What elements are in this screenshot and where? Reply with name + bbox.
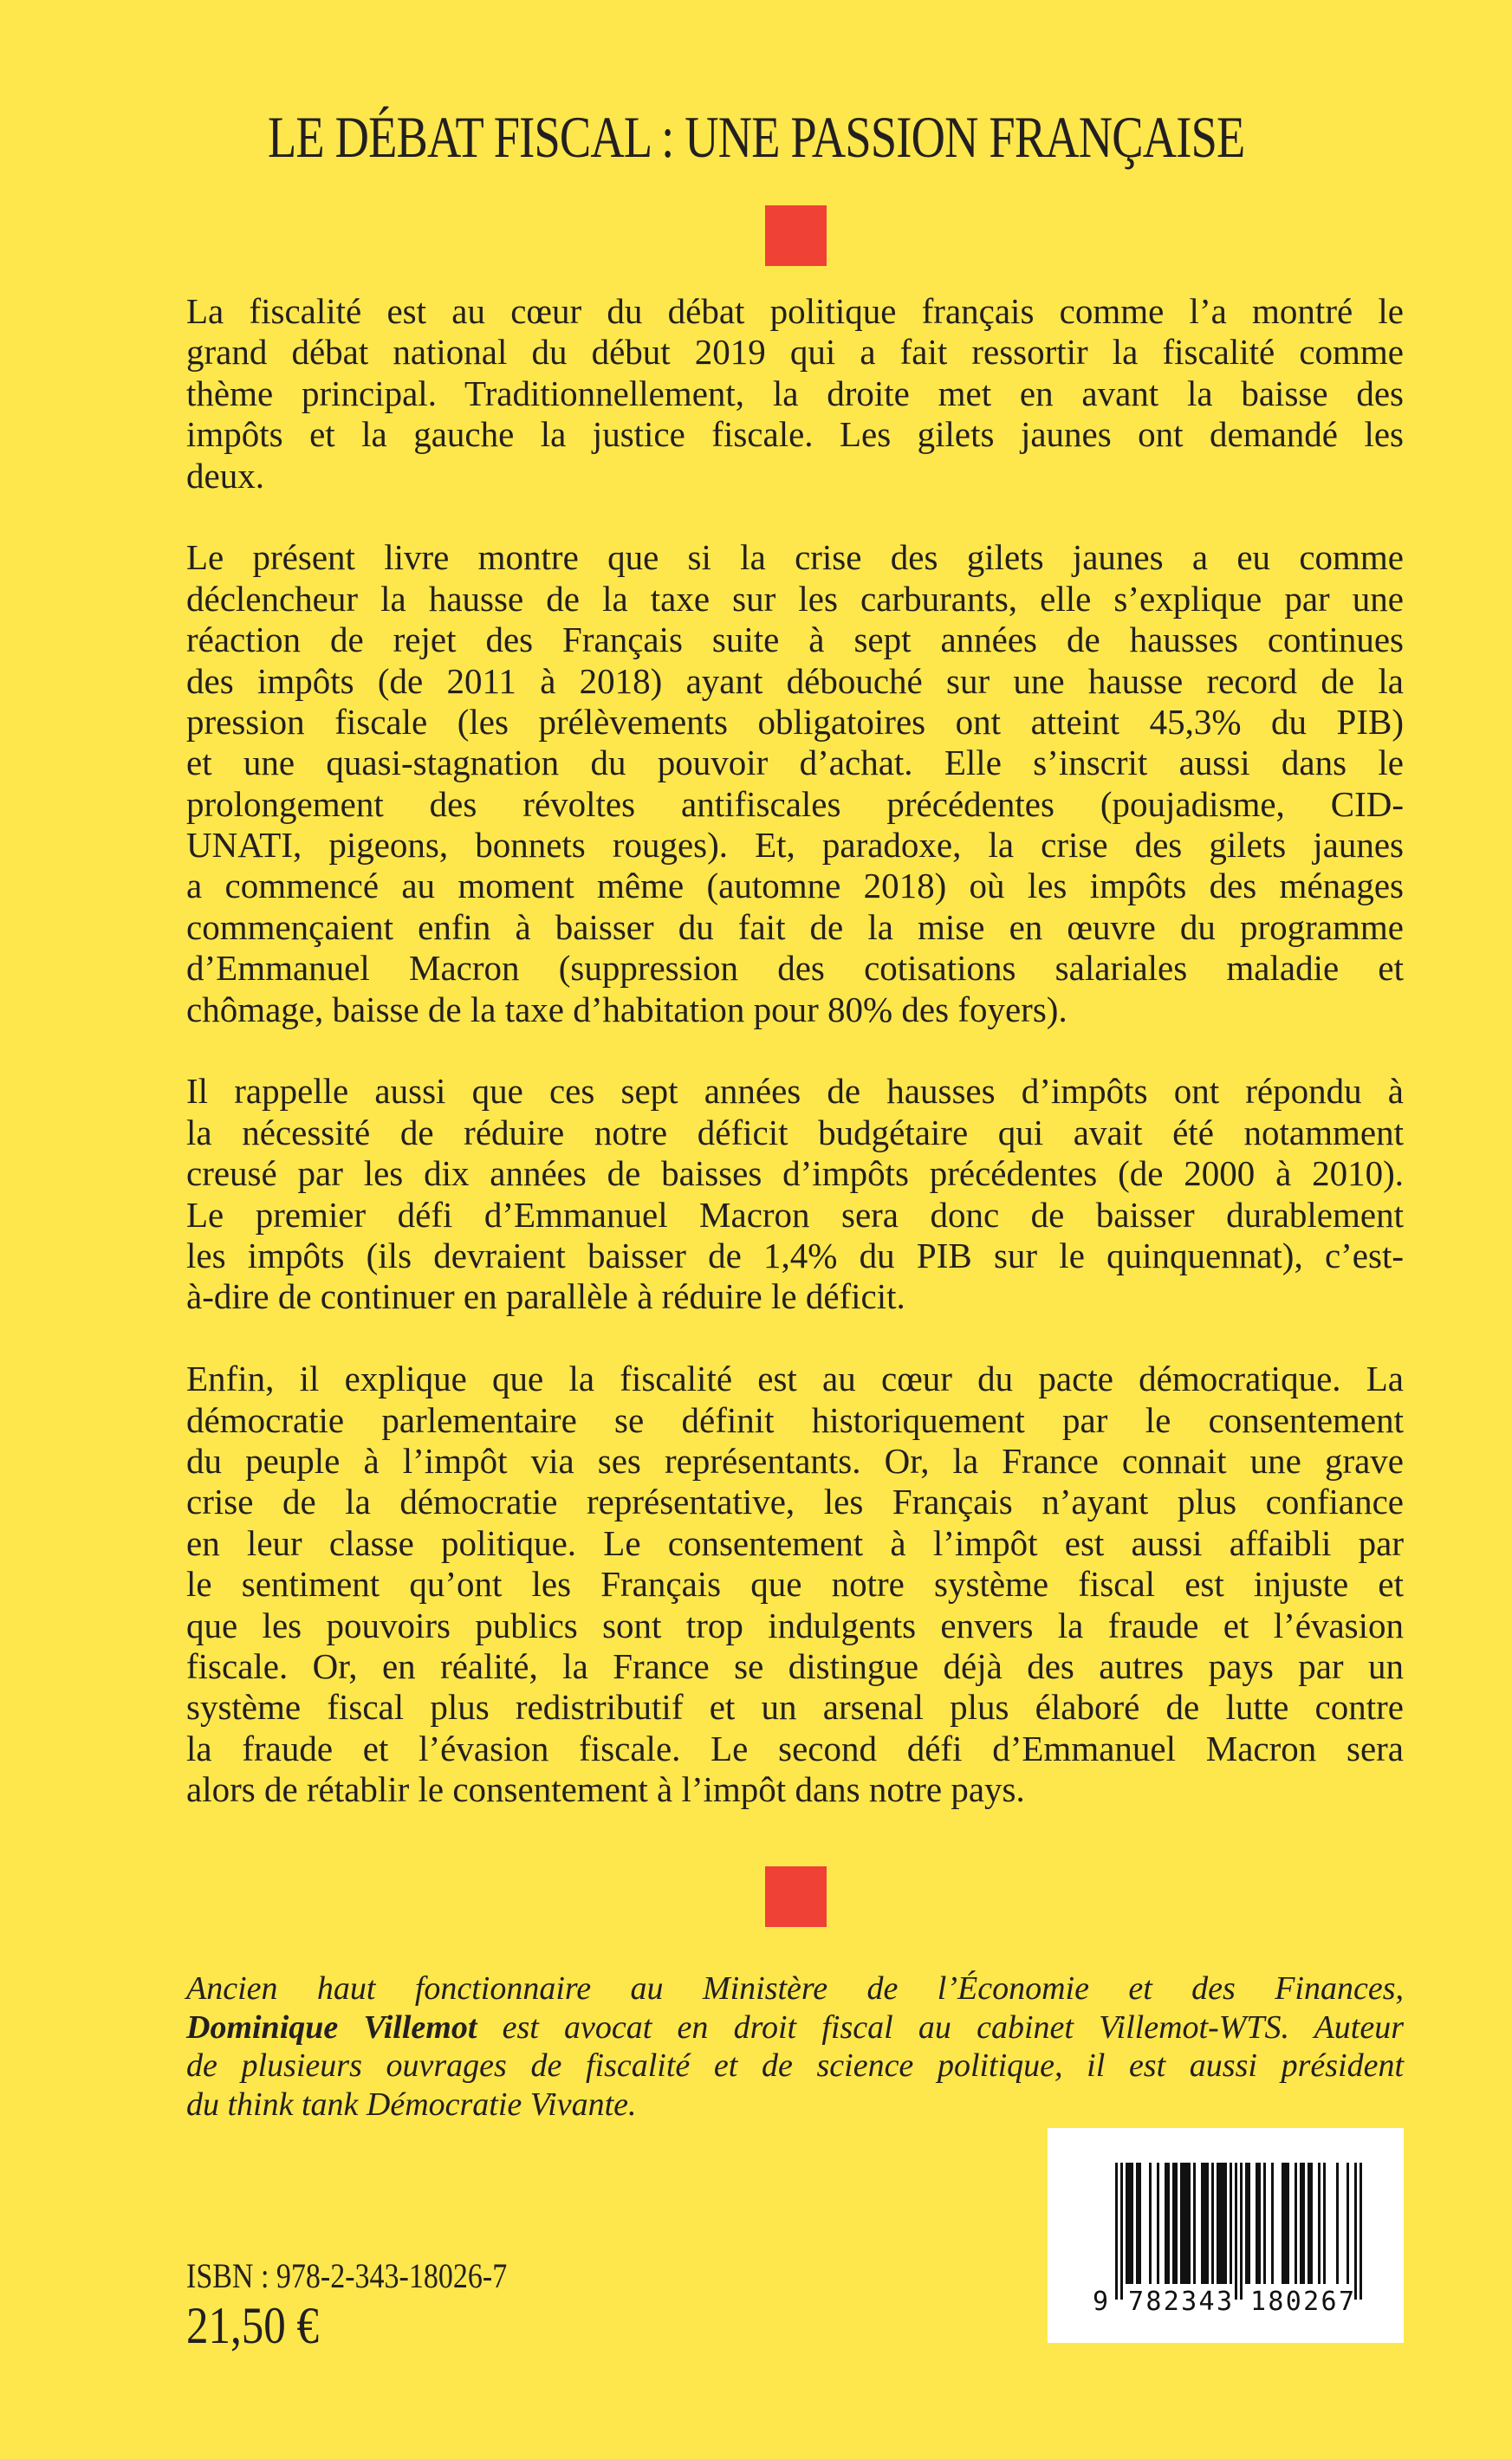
book-title: LE DÉBAT FISCAL : UNE PASSION FRANÇAISE <box>267 104 1245 170</box>
barcode-bar <box>1323 2163 1326 2284</box>
text-line: Le premier défi d’Emmanuel Macron sera donc de baisser durablement <box>186 1194 1404 1235</box>
barcode-bar <box>1165 2163 1167 2284</box>
barcode-bar <box>1300 2163 1302 2284</box>
bio-line: du think tank Démocratie Vivante. <box>186 2086 637 2124</box>
barcode-bar <box>1172 2163 1175 2284</box>
barcode-bar <box>1284 2163 1287 2284</box>
text-line: prolongement des révoltes antifiscales précédentes (poujadisme, CID- <box>186 783 1404 824</box>
text-line: réaction de rejet des Français suite à sept années de hausses continues <box>186 620 1404 660</box>
text-line: crise de la démocratie représentative, les Français n’ayant plus confiance <box>186 1482 1404 1522</box>
barcode-bar <box>1256 2163 1258 2284</box>
barcode-bar <box>1347 2163 1349 2284</box>
text-line: creusé par les dix années de baisses d’impôts précédentes (de 2000 à 2010). <box>186 1153 1404 1194</box>
barcode-bar <box>1126 2163 1128 2284</box>
text-line: Il rappelle aussi que ces sept années de hausses d’impôts ont répondu à <box>186 1071 1404 1112</box>
price: 21,50 € <box>186 2297 319 2354</box>
text-line: alors de rétablir le consentement à l’impôt dans notre pays. <box>186 1769 1025 1810</box>
text-line: d’Emmanuel Macron (suppression des cotisations salariales maladie et <box>186 948 1404 989</box>
back-cover-blurb <box>186 291 1404 1852</box>
barcode-bar <box>1336 2163 1339 2284</box>
barcode-bar <box>1201 2163 1204 2284</box>
barcode-bar <box>1157 2163 1159 2284</box>
barcode-bar <box>1263 2163 1266 2284</box>
text-line: impôts et la gauche la justice fiscale. Les gilets jaunes ont demandé les <box>186 414 1404 455</box>
bio-line: Dominique Villemot est avocat en droit fiscal au cabinet Villemot-WTS. Auteur <box>186 2008 1404 2046</box>
barcode-bar <box>1211 2163 1214 2284</box>
barcode-bar <box>1188 2163 1191 2284</box>
barcode-bar <box>1360 2163 1362 2300</box>
barcode-bar <box>1115 2163 1118 2300</box>
text-line: que les pouvoirs publics sont trop indulgents envers la fraude et l’évasion <box>186 1605 1404 1645</box>
text-line: à-dire de continuer en parallèle à réduire le déficit. <box>186 1276 905 1317</box>
author-name: Dominique Villemot <box>186 2008 477 2046</box>
text-line: pression fiscale (les prélèvements obligatoires ont atteint 45,3% du PIB) <box>186 701 1404 742</box>
barcode-bar <box>1282 2163 1284 2284</box>
barcode-bar <box>1302 2163 1305 2284</box>
author-bio <box>186 1969 1404 2125</box>
barcode-bar <box>1193 2163 1196 2284</box>
text-line: grand débat national du début 2019 qui a fait ressortir la fiscalité comme <box>186 332 1404 373</box>
barcode-bar <box>1245 2163 1248 2284</box>
barcode-bar <box>1167 2163 1170 2284</box>
barcode-bar <box>1206 2163 1209 2284</box>
red-square-ornament-top <box>765 205 827 266</box>
barcode-graphic <box>1048 2128 1404 2343</box>
text-line: commençaient enfin à baisser du fait de la mise en œuvre du programme <box>186 906 1404 947</box>
barcode-bar <box>1131 2163 1133 2284</box>
paragraph <box>186 537 1404 1030</box>
barcode-bar <box>1248 2163 1250 2284</box>
text-line: démocratie parlementaire se définit historiquement par le consentement <box>186 1399 1404 1440</box>
barcode-bar <box>1183 2163 1185 2284</box>
text-line: la fraude et l’évasion fiscale. Le second défi d’Emmanuel Macron sera <box>186 1728 1404 1768</box>
barcode-bar <box>1230 2163 1232 2284</box>
barcode-bar <box>1224 2163 1227 2284</box>
barcode-bar <box>1136 2163 1139 2284</box>
barcode-bar <box>1354 2163 1357 2300</box>
barcode-bar <box>1240 2163 1243 2300</box>
text-line: chômage, baisse de la taxe d’habitation pour 80% des foyers). <box>186 989 1067 1029</box>
text-line: et une quasi-stagnation du pouvoir d’achat. Elle s’inscrit aussi dans le <box>186 743 1404 783</box>
text-line: le sentiment qu’ont les Français que notre système fiscal est injuste et <box>186 1564 1404 1605</box>
paragraph <box>186 291 1404 496</box>
text-line: déclencheur la hausse de la taxe sur les carburants, elle s’explique par une <box>186 578 1404 619</box>
text-line: a commencé au moment même (automne 2018) où les impôts des ménages <box>186 866 1404 906</box>
text-line: la nécessité de réduire notre déficit budgétaire qui avait été notamment <box>186 1112 1404 1152</box>
barcode-bar <box>1217 2163 1219 2284</box>
barcode-bar <box>1120 2163 1123 2300</box>
paragraph <box>186 1071 1404 1317</box>
isbn: ISBN : 978-2-343-18026-7 <box>186 2256 508 2295</box>
barcode-bar <box>1318 2163 1321 2284</box>
text-line: thème principal. Traditionnellement, la droite met en avant la baisse des <box>186 373 1404 413</box>
text-line: Enfin, il explique que la fiscalité est au cœur du pacte démocratique. La <box>186 1359 1404 1399</box>
barcode-bar <box>1287 2163 1289 2284</box>
text-line: les impôts (ils devraient baisser de 1,4% du PIB sur le quinquennat), c’est- <box>186 1235 1404 1275</box>
barcode-bar <box>1180 2163 1183 2284</box>
text-line: en leur classe politique. Le consentement à l’impôt est aussi affaibli par <box>186 1522 1404 1563</box>
barcode-digits: 9 <box>1093 2287 1109 2317</box>
barcode-bar <box>1271 2163 1274 2284</box>
barcode-bar <box>1175 2163 1178 2284</box>
text-line: système fiscal plus redistributif et un arsenal plus élaboré de lutte contre <box>186 1687 1404 1728</box>
bio-line: Ancien haut fonctionnaire au Ministère de l’Économie et des Finances, <box>186 1970 1404 2007</box>
barcode-bar <box>1310 2163 1313 2284</box>
barcode-bar <box>1185 2163 1188 2284</box>
barcode-bar <box>1295 2163 1297 2284</box>
barcode-bar <box>1204 2163 1206 2284</box>
paragraph <box>186 1359 1404 1810</box>
barcode-bar <box>1308 2163 1310 2284</box>
text-line: des impôts (de 2011 à 2018) ayant débouché sur une hausse record de la <box>186 660 1404 701</box>
barcode-bar <box>1235 2163 1237 2300</box>
barcode <box>1048 2128 1404 2343</box>
barcode-bar <box>1219 2163 1222 2284</box>
text-line: fiscale. Or, en réalité, la France se distingue déjà des autres pays par un <box>186 1645 1404 1686</box>
red-square-ornament-bottom <box>765 1866 827 1927</box>
barcode-bar <box>1139 2163 1141 2284</box>
barcode-bar <box>1128 2163 1131 2284</box>
barcode-bar <box>1258 2163 1261 2284</box>
bio-line: de plusieurs ouvrages de fiscalité et de science politique, il est aussi président <box>186 2047 1404 2085</box>
text-line: deux. <box>186 455 264 496</box>
text-line: La fiscalité est au cœur du débat politique français comme l’a montré le <box>186 291 1404 331</box>
barcode-bar <box>1149 2163 1152 2284</box>
barcode-digits: 180267 <box>1250 2287 1354 2317</box>
text-line: Le présent livre montre que si la crise des gilets jaunes a eu comme <box>186 537 1404 578</box>
text-line: du peuple à l’impôt via ses représentants. Or, la France connait une grave <box>186 1440 1404 1481</box>
text-line: UNATI, pigeons, bonnets rouges). Et, paradoxe, la crise des gilets jaunes <box>186 825 1404 866</box>
barcode-digits: 782343 <box>1128 2287 1232 2317</box>
barcode-bar <box>1222 2163 1224 2284</box>
